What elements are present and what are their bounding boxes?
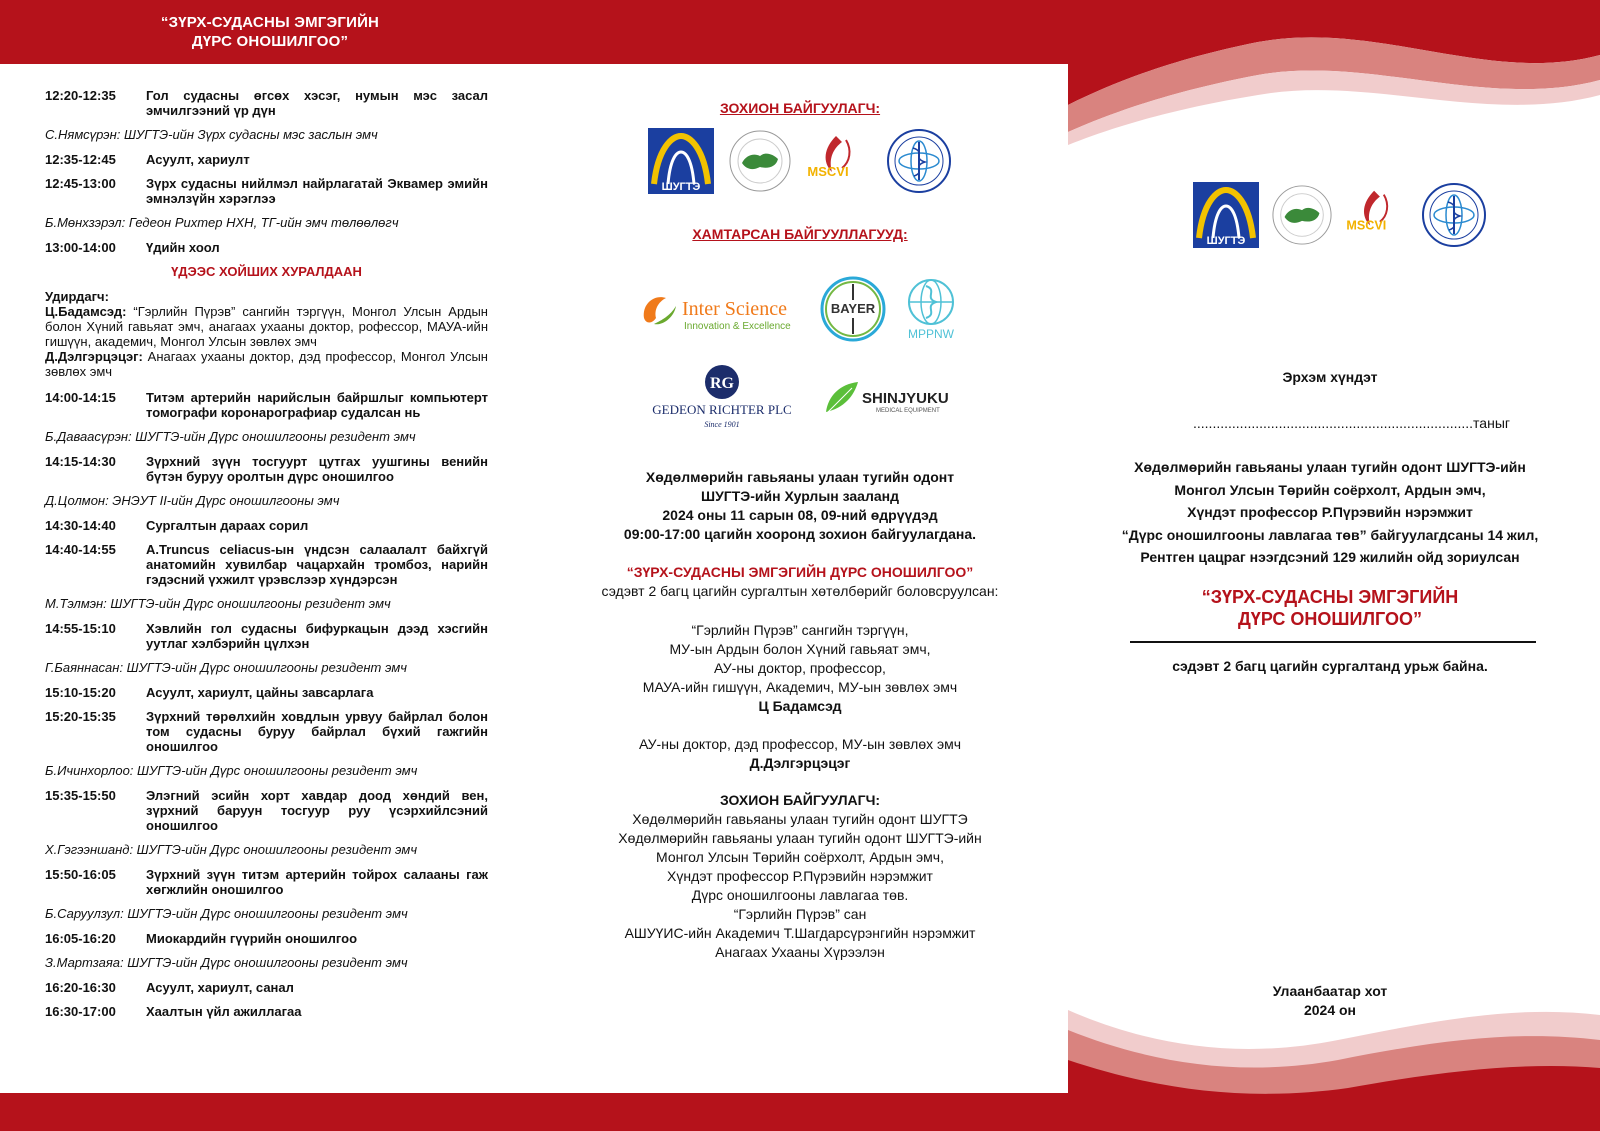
schedule-topic: Зүрхний зүүн титэм артерийн тойрох салааны гаж хөгжлийн оношилгоо xyxy=(146,867,488,897)
cover-invite-subtitle: сэдэвт 2 багц цагийн сургалтанд урьж байна. xyxy=(1172,658,1488,674)
invite-line: Рентген цацраг нээгдсэний 129 жилийн ойд зориулсан xyxy=(1140,549,1520,565)
schedule-row xyxy=(45,931,488,946)
medical-emblem-logo xyxy=(1421,182,1487,253)
author2-name: Д.Дэлгэрцэцэг xyxy=(749,755,851,771)
schedule-time: 15:10-15:20 xyxy=(45,685,116,700)
organizer-list-heading: ЗОХИОН БАЙГУУЛАГЧ: xyxy=(719,792,881,808)
schedule-time: 13:00-14:00 xyxy=(45,240,116,255)
speaker-line: Б.Ичинхорлоо: ШУГТЭ-ийн Дүрс оношилгооны резидент эмч xyxy=(45,763,418,778)
cover-footer xyxy=(1100,982,1560,1020)
venue-line: 2024 оны 11 сарын 08, 09-ний өдрүүдэд xyxy=(662,507,938,523)
venue-line: ШУГТЭ-ийн Хурлын зааланд xyxy=(701,488,899,504)
schedule-row xyxy=(45,542,488,587)
organizer-line: Анагаах Ухааны Хүрээлэн xyxy=(715,944,885,960)
schedule-row xyxy=(45,621,488,651)
organizer-line: Монгол Улсын Төрийн соёрхолт, Ардын эмч, xyxy=(656,849,944,865)
partner-logos-row2 xyxy=(640,365,970,435)
gedeon-name: GEDEON RICHTER PLC xyxy=(652,401,792,417)
schedule-topic: Хэвлийн гол судасны бифуркацын дээд хэсгийн уутлаг хэлбэрийн цүлхэн xyxy=(146,621,488,651)
venue-line: 09:00-17:00 цагийн хооронд зохион байгуулагдана. xyxy=(623,526,977,542)
cover-title-line1: “ЗҮРХ-СУДАСНЫ ЭМГЭГИЙН xyxy=(1201,587,1459,607)
header-title xyxy=(110,13,430,51)
schedule-time: 14:55-15:10 xyxy=(45,621,116,636)
speaker-line: З.Мартзаяа: ШУГТЭ-ийн Дүрс оношилгооны резидент эмч xyxy=(45,955,408,970)
shinjyuku-name: SHINJYUKU xyxy=(862,389,949,407)
organizer-logos xyxy=(570,128,1030,194)
schedule-time: 12:20-12:35 xyxy=(45,88,116,103)
speaker-line: Х.Гэгээншанд: ШУГТЭ-ийн Дүрс оношилгооны резидент эмч xyxy=(45,842,418,857)
organizer-heading-text: ЗОХИОН БАЙГУУЛАГЧ: xyxy=(719,100,881,116)
cover-title xyxy=(1100,586,1560,630)
schedule-topic: Миокардийн гүүрийн оношилгоо xyxy=(146,931,358,946)
cover-year: 2024 он xyxy=(1303,1002,1357,1018)
moderator-desc: Анагаах ухааны доктор, дэд профессор, Монгол Улсын зөвлөх эмч xyxy=(45,349,488,379)
invite-line: Монгол Улсын Төрийн соёрхолт, Ардын эмч, xyxy=(1174,481,1486,498)
schedule-topic: Хаалтын үйл ажиллагаа xyxy=(146,1004,302,1019)
venue-line: Хөдөлмөрийн гавьяаны улаан тугийн одонт xyxy=(645,469,955,485)
organizer-list-block xyxy=(570,791,1030,962)
header-title-line2: ДҮРС ОНОШИЛГОО” xyxy=(191,33,349,50)
schedule-topic: Элэгний эсийн хорт хавдар доод хөндий вен, зүрхний баруун тосгуур руу үсэрхийлсэний оношилгоо xyxy=(146,788,488,833)
gedeon-mark: RG xyxy=(710,374,734,392)
schedule-topic: Асуулт, хариулт xyxy=(146,152,250,167)
schedule-time: 14:15-14:30 xyxy=(45,454,116,469)
bayer-logo-text: BAYER xyxy=(830,300,876,316)
author2-block xyxy=(570,735,1030,773)
bayer-logo xyxy=(820,276,886,347)
shugte-logo-text: ШУГТЭ xyxy=(661,181,701,193)
organizer-line: АШУҮИС-ийн Академич Т.Шагдарсүрэнгийн нэрэмжит xyxy=(624,925,976,941)
mscvi-logo xyxy=(806,128,872,194)
shugte-logo xyxy=(1193,182,1259,253)
program-schedule xyxy=(45,88,488,1028)
schedule-row xyxy=(45,454,488,484)
medical-emblem-logo xyxy=(886,128,952,194)
shugte-logo-text: ШУГТЭ xyxy=(1206,235,1246,247)
schedule-row xyxy=(45,152,488,167)
schedule-topic: Зүрх судасны нийлмэл найрлагатай Эквамер эмийн эмнэлзүйн хэрэглээ xyxy=(146,176,488,206)
schedule-topic: Асуулт, хариулт, цайны завсарлага xyxy=(146,685,374,700)
course-subtitle: сэдэвт 2 багц цагийн сургалтын хөтөлбөрийг боловсруулсан: xyxy=(601,583,999,599)
header-title-line1: “ЗҮРХ-СУДАСНЫ ЭМГЭГИЙН xyxy=(160,14,380,31)
schedule-row xyxy=(45,980,488,995)
course-title: “ЗҮРХ-СУДАСНЫ ЭМГЭГИЙН ДҮРС ОНОШИЛГОО” xyxy=(626,564,974,580)
schedule-row xyxy=(45,1004,488,1019)
schedule-time: 12:45-13:00 xyxy=(45,176,116,191)
schedule-topic: Асуулт, хариулт, санал xyxy=(146,980,294,995)
foundation-seal-logo xyxy=(1271,184,1333,251)
cover-title-line2: ДҮРС ОНОШИЛГОО” xyxy=(1237,609,1423,629)
schedule-topic: Титэм артерийн нарийслын байршлыг компьютерт томографи коронарографиар судалсан нь xyxy=(146,390,488,420)
cover-greeting: Эрхэм хүндэт xyxy=(1282,369,1378,385)
speaker-line: Д.Цолмон: ЭНЭУТ II-ийн Дүрс оношилгооны эмч xyxy=(45,493,340,508)
schedule-time: 14:30-14:40 xyxy=(45,518,116,533)
speaker-line: С.Нямсүрэн: ШУГТЭ-ийн Зүрх судасны мэс заслын эмч xyxy=(45,127,378,142)
invite-line: Хөдөлмөрийн гавьяаны улаан тугийн одонт ШУГТЭ-ийн xyxy=(1134,459,1526,475)
author1-line: МАУА-ийн гишүүн, Академич, МУ-ын зөвлөх эмч xyxy=(642,679,958,695)
invite-line: “Дүрс оношилгооны лавлагаа төв” байгуулагдсаны 14 жил, xyxy=(1121,526,1539,543)
schedule-topic: Гол судасны өгсөх хэсэг, нумын мэс засал эмчилгээний үр дүн xyxy=(146,88,488,118)
organizer-line: Хөдөлмөрийн гавьяаны улаан тугийн одонт ШУГТЭ-ийн xyxy=(618,830,982,846)
author1-line: АУ-ны доктор, профессор, xyxy=(714,660,886,676)
schedule-row xyxy=(45,867,488,897)
schedule-time: 16:30-17:00 xyxy=(45,1004,116,1019)
schedule-row xyxy=(45,88,488,118)
author2-line: АУ-ны доктор, дэд профессор, МУ-ын зөвлөх эмч xyxy=(638,736,962,752)
schedule-time: 16:05-16:20 xyxy=(45,931,116,946)
shugte-logo xyxy=(648,128,714,194)
cover-logos xyxy=(1180,182,1500,253)
foundation-seal-logo xyxy=(728,128,792,194)
schedule-row xyxy=(45,788,488,833)
mppnw-logo xyxy=(896,276,966,347)
moderator-desc: “Гэрлийн Пүрэв” сангийн тэргүүн, Монгол Улсын Ардын болон Хүний гавьяат эмч, анагаах ухааны доктор, рофессор, МАУА-ийн гишүүн, академич, Монгол Улсын зөвлөх эмч xyxy=(45,304,488,349)
schedule-row xyxy=(45,176,488,206)
schedule-time: 14:00-14:15 xyxy=(45,390,116,405)
interscience-tagline: Innovation & Excellence xyxy=(684,321,791,332)
bottom-banner xyxy=(0,1093,1068,1131)
schedule-row xyxy=(45,685,488,700)
schedule-row xyxy=(45,390,488,420)
partner-logos-row1 xyxy=(640,278,1020,344)
mscvi-logo xyxy=(1345,182,1409,253)
moderator-name: Ц.Бадамсэд: xyxy=(45,304,127,319)
schedule-topic: Үдийн хоол xyxy=(146,240,220,255)
mppnw-logo-text: MPPNW xyxy=(908,326,954,341)
speaker-line: Б.Даваасүрэн: ШУГТЭ-ийн Дүрс оношилгооны резидент эмч xyxy=(45,429,416,444)
mscvi-logo-text: MSCVI xyxy=(1346,218,1387,233)
gedeon-richter-logo xyxy=(640,364,810,437)
shinjyuku-logo xyxy=(824,378,964,423)
venue-block xyxy=(570,468,1030,544)
schedule-topic: Зүрхний төрөлхийн ховдлын урвуу байрлал болон том судасны буруу байрлал бүхий гажгийн оношилгоо xyxy=(146,709,488,754)
moderator-name: Д.Дэлгэрцэцэг: xyxy=(45,349,143,364)
partners-heading-text: ХАМТАРСАН БАЙГУУЛЛАГУУД: xyxy=(692,226,908,242)
schedule-time: 16:20-16:30 xyxy=(45,980,116,995)
schedule-row xyxy=(45,240,488,255)
organizer-line: Дүрс оношилгооны лавлагаа төв. xyxy=(691,887,909,903)
partners-heading xyxy=(570,226,1030,244)
author1-name: Ц Бадамсэд xyxy=(758,698,842,714)
schedule-row xyxy=(45,709,488,754)
cover-city: Улаанбаатар хот xyxy=(1272,983,1388,999)
cover-invite-block xyxy=(1100,456,1560,569)
schedule-time: 14:40-14:55 xyxy=(45,542,116,557)
schedule-topic: Зүрхний зүүн тосгуурт цутгах уушгины венийн бүтэн буруу оролтын дүрс оношилгоо xyxy=(146,454,488,484)
schedule-time: 15:35-15:50 xyxy=(45,788,116,803)
speaker-line: Б.Саруулзул: ШУГТЭ-ийн Дүрс оношилгооны резидент эмч xyxy=(45,906,408,921)
shinjyuku-tagline: MEDICAL EQUIPMENT xyxy=(876,407,940,414)
course-block xyxy=(570,563,1030,601)
schedule-topic: Сургалтын дараах сорил xyxy=(146,518,309,533)
invite-line: Хүндэт профессор Р.Пүрэвийн нэрэмжит xyxy=(1187,504,1473,520)
author1-line: МУ-ын Ардын болон Хүний гавьяат эмч, xyxy=(669,641,931,657)
cover-divider xyxy=(1130,641,1536,643)
author1-block xyxy=(570,621,1030,716)
organizer-heading xyxy=(570,100,1030,118)
organizer-line: Хөдөлмөрийн гавьяаны улаан тугийн одонт ШУГТЭ xyxy=(632,811,968,827)
speaker-line: Г.Баяннасан: ШУГТЭ-ийн Дүрс оношилгооны резидент эмч xyxy=(45,660,408,675)
session-heading: ҮДЭЭС ХОЙШИХ ХУРАЛДААН xyxy=(171,264,362,279)
cover-dots-line: ........................................................................таныг xyxy=(1193,415,1510,431)
schedule-row xyxy=(45,518,488,533)
interscience-logo xyxy=(640,288,810,334)
schedule-time: 15:20-15:35 xyxy=(45,709,116,724)
schedule-topic: A.Truncus celiacus-ын үндсэн салаалалт байхгүй анатомийн хувилбар чацархайн тромбоз, нарийн гэдэсний үхжилт үрэвслээр хүндэрсэн xyxy=(146,542,488,587)
moderator-block xyxy=(45,289,488,379)
organizer-line: Хүндэт профессор Р.Пүрэвийн нэрэмжит xyxy=(667,868,933,884)
mscvi-logo-text: MSCVI xyxy=(807,164,849,179)
moderator-label: Удирдагч: xyxy=(45,289,109,304)
author1-line: “Гэрлийн Пүрэв” сангийн тэргүүн, xyxy=(691,622,909,638)
gedeon-since: Since 1901 xyxy=(704,419,740,429)
organizer-line: “Гэрлийн Пүрэв” сан xyxy=(733,906,867,922)
speaker-line: Б.Мөнхзэрэл: Гедеон Рихтер НХН, ТГ-ийн эмч төлөөлөгч xyxy=(45,215,399,230)
schedule-time: 12:35-12:45 xyxy=(45,152,116,167)
speaker-line: М.Тэлмэн: ШУГТЭ-ийн Дүрс оношилгооны резидент эмч xyxy=(45,596,391,611)
interscience-name: Inter Science xyxy=(682,298,787,320)
schedule-time: 15:50-16:05 xyxy=(45,867,116,882)
